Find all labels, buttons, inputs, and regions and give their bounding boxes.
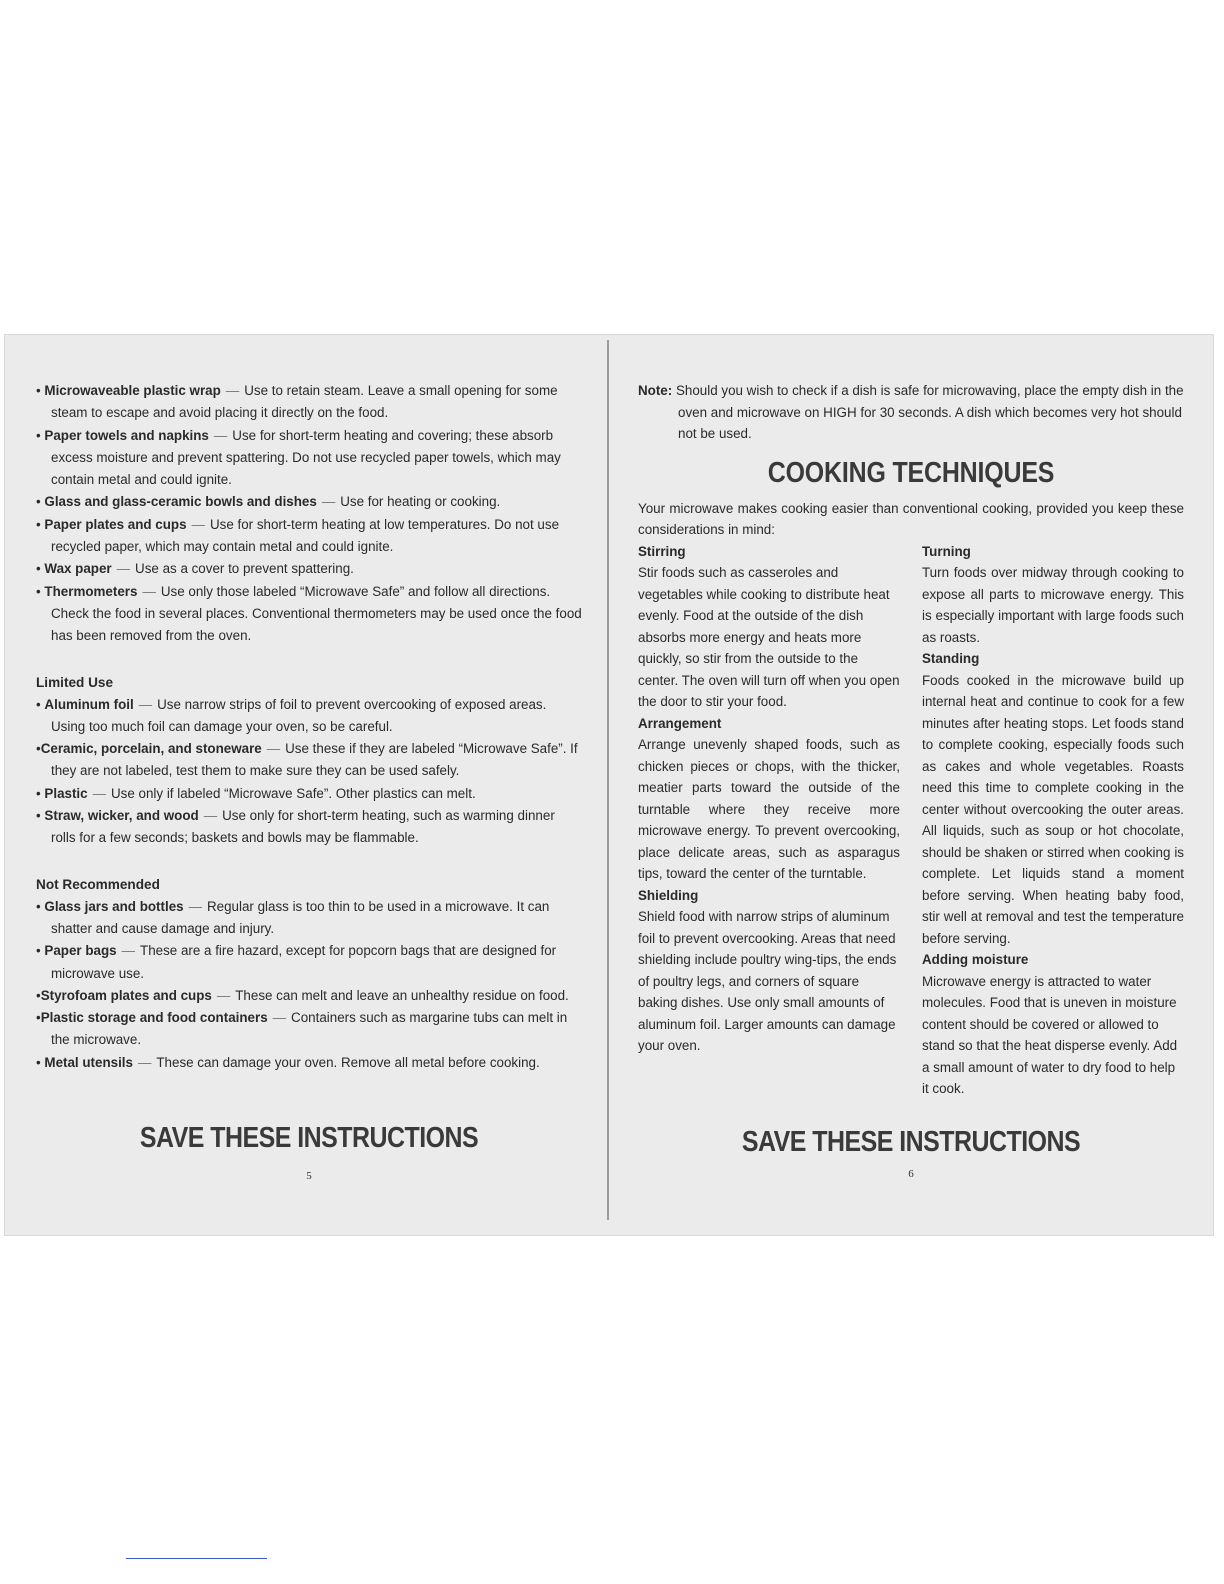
page-number: 5	[306, 1170, 312, 1182]
list-item: •Ceramic, porcelain, and stoneware — Use these if they are labeled “Microwave Safe”. If they are not labeled, test them to make sure they can be used safely.	[36, 741, 578, 779]
list-item: •Styrofoam plates and cups — These can melt and leave an unhealthy residue on food.	[36, 987, 569, 1003]
list-limited	[36, 694, 582, 850]
list-item: • Glass jars and bottles — Regular glass is too thin to be used in a microwave. It can shatter and cause damage and injury.	[36, 898, 550, 936]
note-paragraph: Note: Should you wish to check if a dish is safe for microwaving, place the empty dish in the oven and microwave on HIGH for 30 seconds. A dish which becomes very hot should not be used.	[638, 383, 1184, 441]
column-left	[638, 541, 900, 1100]
list-item: •Plastic storage and food containers — Containers such as margarine tubs can melt in the microwave.	[36, 1010, 568, 1048]
list-not-recommended	[36, 896, 582, 1074]
paragraph-adding-moisture: Microwave energy is attracted to water molecules. Food that is uneven in moisture content should be covered or allowed to stand so that the heat disperse evenly. Add a small amount of water to dry food to help it cook.	[922, 973, 1178, 1096]
blue-underline-mark	[126, 1558, 267, 1559]
subheading-stirring: Stirring	[638, 543, 686, 559]
subheading-arrangement: Arrangement	[638, 715, 722, 731]
list-item: • Paper plates and cups — Use for short-term heating at low temperatures. Do not use recycled paper, which may contain metal and could ignite.	[36, 516, 560, 555]
intro-paragraph: Your microwave makes cooking easier than conventional cooking, provided you keep these considerations in mind:	[638, 500, 1184, 537]
list-item: • Paper towels and napkins — Use for short-term heating and covering; these absorb excess moisture and prevent spattering. Do not use recycled paper towels, which may contain metal and could ignite.	[36, 427, 561, 488]
list-item: • Straw, wicker, and wood — Use only for short-term heating, such as warming dinner rolls for a few seconds; baskets and bowls may be flammable.	[36, 808, 555, 846]
subheading-standing: Standing	[922, 651, 980, 666]
save-instructions-heading: SAVE THESE INSTRUCTIONS	[741, 1126, 1081, 1158]
subheading-adding-moisture: Adding moisture	[922, 952, 1029, 967]
paragraph-stirring: Stir foods such as casseroles and vegetables while cooking to distribute heat evenly. Food at the outside of the dish absorbs more energy and heats more quickly, so stir from the outside to the center. The oven will turn off when you open the door to stir your food.	[638, 565, 900, 709]
subheading-shielding: Shielding	[638, 887, 699, 903]
list-item: • Metal utensils — These can damage your oven. Remove all metal before cooking.	[36, 1054, 540, 1070]
left-page	[36, 380, 582, 1182]
paragraph-arrangement: Arrange unevenly shaped foods, such as chicken pieces or chops, with the thicker, meatier parts toward the outside of the turntable where they receive more microwave energy. To prevent overcooking, place delicate areas, such as asparagus tips, toward the center of the turntable.	[638, 737, 900, 881]
list-item: • Wax paper — Use as a cover to prevent spattering.	[36, 561, 354, 577]
paragraph-standing: Foods cooked in the microwave build up internal heat and continue to cook for a few minutes after heating stops. Let foods stand to complete cooking, especially foods such as cakes and whole vegetables. Roasts need this time to complete cooking in the center without overcooking the outer areas. All liquids, such as soup or hot chocolate, should be shaken or stirred when cooking is complete. Let liquids stand a moment before serving. When heating baby food, stir well at removal and test the temperature before serving.	[922, 672, 1184, 946]
list-item: • Paper bags — These are a fire hazard, except for popcorn bags that are designed for microwave use.	[36, 943, 557, 981]
list-item: • Glass and glass-ceramic bowls and dishes — Use for heating or cooking.	[36, 494, 501, 510]
list-item: • Aluminum foil — Use narrow strips of foil to prevent overcooking of exposed areas. Using too much foil can damage your oven, so be careful.	[36, 696, 547, 734]
section-heading-limited: Limited Use	[36, 674, 114, 690]
column-right	[922, 541, 1184, 1100]
page-number: 6	[908, 1168, 914, 1180]
list-item: • Plastic — Use only if labeled “Microwave Safe”. Other plastics can melt.	[36, 785, 476, 801]
paragraph-turning: Turn foods over midway through cooking to expose all parts to microwave energy. This is especially important with large foods such as roasts.	[922, 565, 1184, 645]
page-gutter	[607, 340, 609, 1220]
section-heading-not-recommended: Not Recommended	[36, 876, 160, 892]
list-recommended	[36, 380, 582, 648]
list-item: • Microwaveable plastic wrap — Use to retain steam. Leave a small opening for some steam to escape and avoid placing it directly on the food.	[36, 383, 558, 421]
subheading-turning: Turning	[922, 543, 971, 559]
right-page	[638, 380, 1184, 1180]
list-item: • Thermometers — Use only those labeled “Microwave Safe” and follow all directions. Check the food in several places. Conventional thermometers may be used once the food has been removed from the oven.	[36, 583, 582, 644]
paragraph-shielding: Shield food with narrow strips of aluminum foil to prevent overcooking. Areas that need shielding include poultry wing-tips, the ends of poultry legs, and corners of square baking dishes. Use only small amounts of aluminum foil. Larger amounts can damage your oven.	[638, 909, 897, 1053]
page-title: COOKING TECHNIQUES	[767, 456, 1055, 489]
save-instructions-heading: SAVE THESE INSTRUCTIONS	[139, 1122, 479, 1154]
technique-columns	[638, 541, 1184, 1100]
